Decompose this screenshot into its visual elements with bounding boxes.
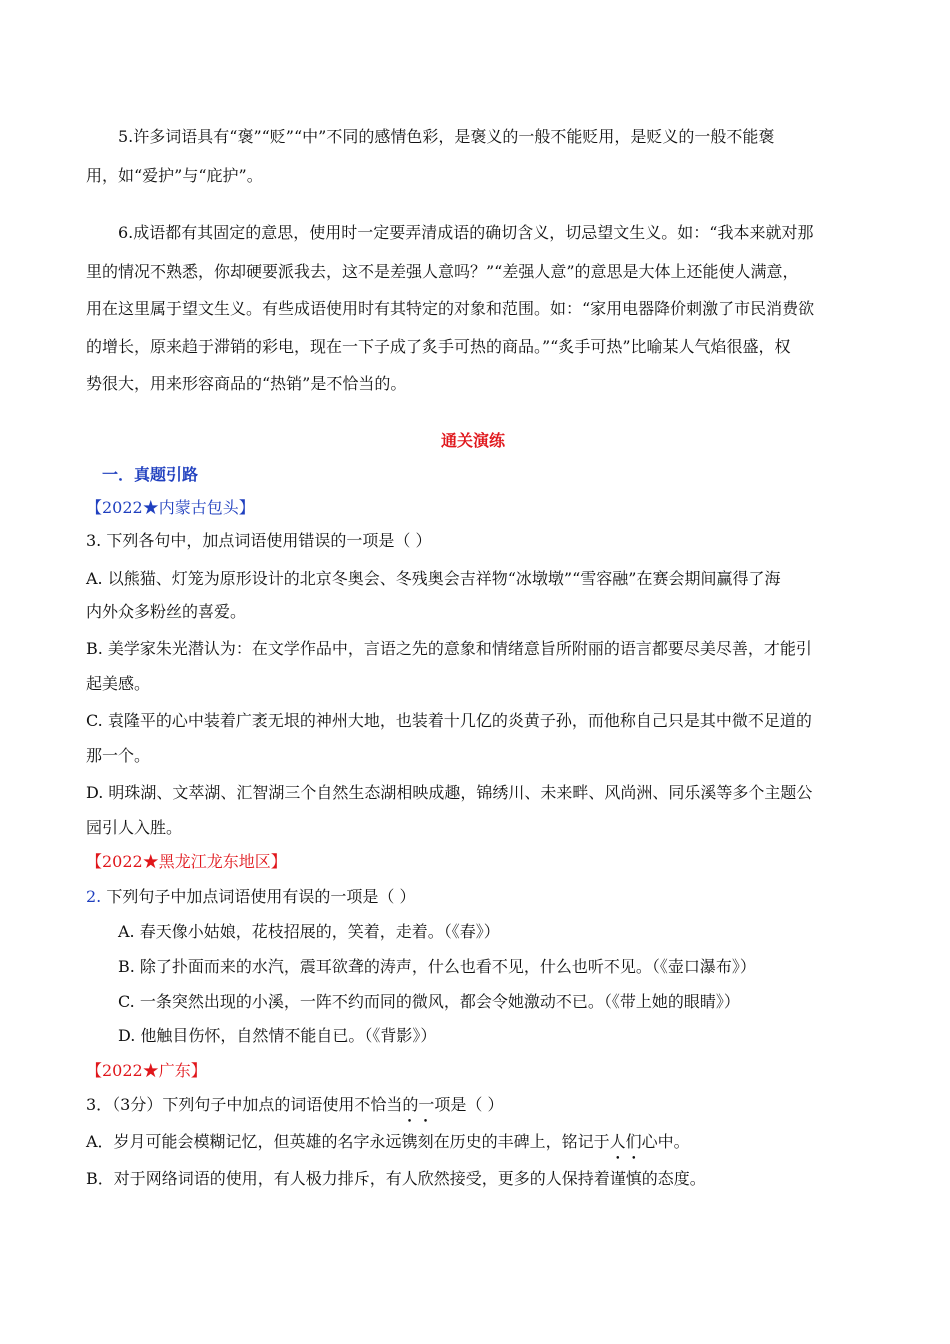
q3-option-b	[86, 1168, 706, 1190]
note-6-line-3: 用在这里属于望文生义。有些成语使用时有其特定的对象和范围。如：“家用电器降价刺激了市民消费欲	[86, 299, 815, 318]
q1-option-a-line-2: 内外众多粉丝的喜爱。	[86, 602, 247, 621]
q2-option-d: D. 他触目伤怀，自然情不能自已。（《背影》）	[118, 1026, 437, 1045]
emphasis-dot-char: 刻	[417, 1132, 434, 1151]
q3-stem: 3．（3分）下列句子中加点的词语使用不恰当的一项是（ ）	[86, 1095, 504, 1114]
q2-number: 2.	[86, 887, 102, 906]
q1-stem: 3. 下列各句中，加点词语使用错误的一项是（ ）	[86, 531, 432, 550]
q1-option-d-line-1: D. 明珠湖、文萃湖、汇智湖三个自然生态湖相映成趣，锦绣川、未来畔、风尚洲、同乐溪等多个主题公	[86, 783, 813, 802]
q3-option-a-text: A．岁月可能会模糊记忆，但英雄的名字永远	[86, 1132, 402, 1151]
q2-stem-text: 下列句子中加点词语使用有误的一项是（ ）	[101, 887, 416, 906]
q1-option-c-line-2: 那一个。	[86, 746, 151, 765]
q3-source: 【2022★广东】	[86, 1061, 207, 1080]
q3-option-a-text-end: 在历史的丰碑上，铭记于人们心中。	[433, 1132, 690, 1151]
note-5-line-2: 用，如“爱护”与“庇护”。	[86, 166, 263, 185]
q3-option-b-text: B．对于网络词语的使用，有人极力排斥，有人欣然接受，更多的人保持着	[86, 1169, 610, 1188]
q1-option-b-line-2: 起美感。	[86, 674, 151, 693]
note-6-line-5: 势很大，用来形容商品的“热销”是不恰当的。	[86, 374, 407, 393]
emphasized-word	[610, 1169, 642, 1188]
subsection-heading: 一．真题引路	[102, 465, 199, 484]
q2-source: 【2022★黑龙江龙东地区】	[86, 852, 287, 871]
emphasis-dot-char: 谨	[609, 1169, 626, 1188]
q3-option-b-text-end: 的态度。	[641, 1169, 706, 1188]
section-title: 通关演练	[441, 431, 506, 450]
emphasis-dot-char: 镌	[401, 1132, 418, 1151]
q2-option-c: C. 一条突然出现的小溪，一阵不约而同的微风，都会令她激动不已。（《带上她的眼睛》）	[118, 992, 740, 1011]
note-5-line-1: 5.许多词语具有“褒”“贬”“中”不同的感情色彩，是褒义的一般不能贬用，是贬义的一般不能褒	[118, 127, 775, 146]
q2-stem	[86, 886, 415, 908]
q1-option-a-line-1: A. 以熊猫、灯笼为原形设计的北京冬奥会、冬残奥会吉祥物“冰墩墩”“雪容融”在赛会期间赢得了海	[86, 569, 781, 588]
q1-option-d-line-2: 园引人入胜。	[86, 818, 183, 837]
q1-source: 【2022★内蒙古包头】	[86, 498, 255, 517]
q2-option-b: B. 除了扑面而来的水汽，震耳欲聋的涛声，什么也看不见，什么也听不见。（《壶口瀑布》）	[118, 957, 756, 976]
note-6-line-4: 的增长，原来趋于滞销的彩电，现在一下子成了炙手可热的商品。”“炙手可热”比喻某人气焰很盛，权	[86, 337, 791, 356]
note-6-line-2: 里的情况不熟悉，你却硬要派我去，这不是差强人意吗？”“差强人意”的意思是大体上还能使人满意，	[86, 262, 799, 281]
q1-option-c-line-1: C. 袁隆平的心中装着广袤无垠的神州大地，也装着十几亿的炎黄子孙，而他称自己只是其中微不足道的	[86, 711, 812, 730]
q3-option-a	[86, 1131, 690, 1153]
emphasis-dot-char: 慎	[625, 1169, 642, 1188]
note-6-line-1: 6.成语都有其固定的意思，使用时一定要弄清成语的确切含义，切忌望文生义。如：“我本来就对那	[118, 223, 814, 242]
emphasized-word	[402, 1132, 434, 1151]
q1-option-b-line-1: B. 美学家朱光潜认为：在文学作品中，言语之先的意象和情绪意旨所附丽的语言都要尽美尽善，才能引	[86, 639, 812, 658]
q2-option-a: A. 春天像小姑娘，花枝招展的，笑着，走着。（《春》）	[118, 922, 500, 941]
